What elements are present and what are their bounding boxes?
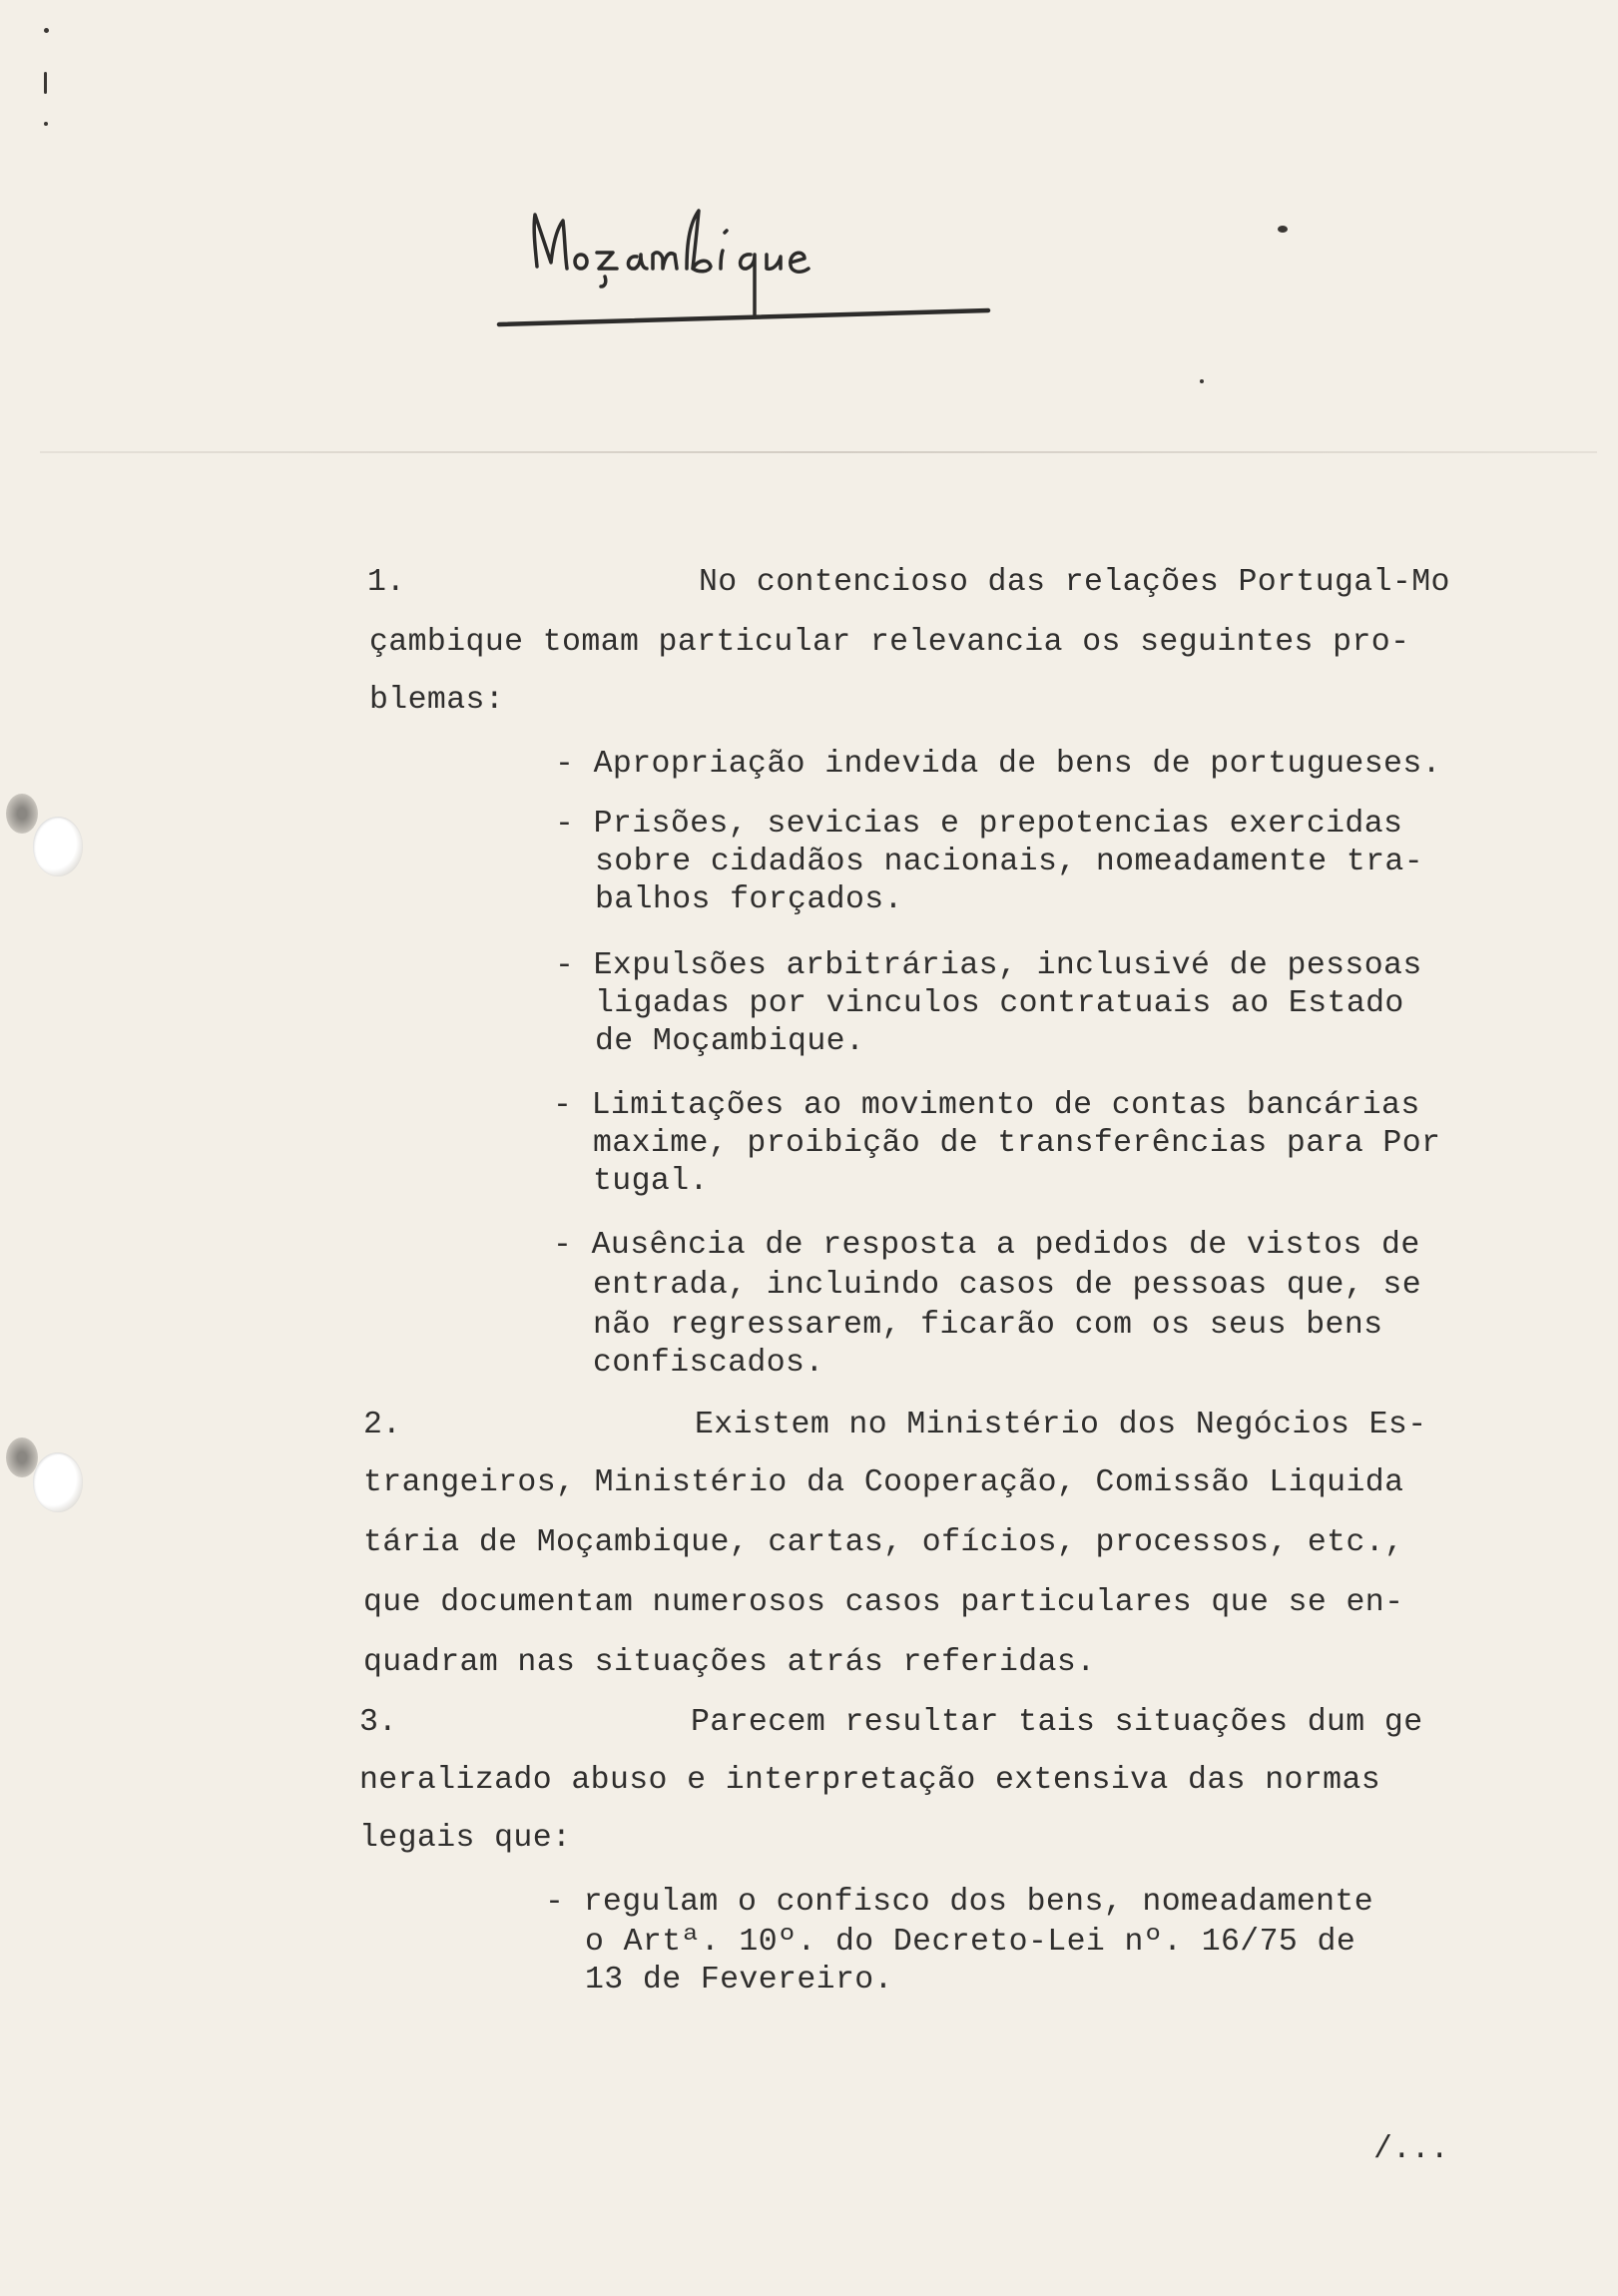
bullet-4-line-3: tugal.: [593, 1164, 709, 1199]
section-1-line-2: çambique tomam particular relevancia os seguintes pro-: [369, 625, 1410, 660]
section-1-line-1: No contencioso das relações Portugal-Mo: [699, 565, 1450, 600]
section-3-number: 3.: [359, 1705, 397, 1740]
paper-speck: [1200, 379, 1204, 383]
continuation-mark: /...: [1373, 2132, 1449, 2167]
bullet-4-line-1: - Limitações ao movimento de contas bancárias: [553, 1088, 1420, 1123]
punch-hole-shadow: [6, 794, 38, 834]
paper-speck: [44, 28, 49, 33]
section-2-line-1: Existem no Ministério dos Negócios Es-: [695, 1408, 1427, 1442]
bullet-2-line-2: sobre cidadãos nacionais, nomeadamente tra-: [595, 845, 1424, 879]
bullet-3-line-2: ligadas por vinculos contratuais ao Estado: [595, 986, 1404, 1021]
paper-speck: [44, 122, 48, 126]
section-3-bullet-line-3: 13 de Fevereiro.: [585, 1963, 893, 1998]
punch-hole-shadow: [6, 1437, 38, 1477]
paper-speck: [44, 72, 47, 94]
bullet-2-line-3: balhos forçados.: [595, 882, 903, 917]
section-3-bullet-line-2: o Artª. 10º. do Decreto-Lei nº. 16/75 de: [585, 1925, 1356, 1960]
section-2-line-2: trangeiros, Ministério da Cooperação, Comissão Liquida: [363, 1465, 1404, 1500]
bullet-1-line-1: - Apropriação indevida de bens de portugueses.: [555, 747, 1441, 782]
section-3-bullet-line-1: - regulam o confisco dos bens, nomeadamente: [545, 1885, 1374, 1920]
section-3-line-1: Parecem resultar tais situações dum ge: [691, 1705, 1423, 1740]
handwritten-heading: [489, 185, 998, 344]
punch-hole: [33, 817, 83, 876]
bullet-2-line-1: - Prisões, sevicias e prepotencias exercidas: [555, 807, 1403, 842]
bullet-5-line-4: confiscados.: [593, 1346, 824, 1381]
section-2-line-4: que documentam numerosos casos particulares que se en-: [363, 1585, 1404, 1620]
section-1-line-3: blemas:: [369, 683, 505, 718]
bullet-5-line-1: - Ausência de resposta a pedidos de vistos de: [553, 1228, 1420, 1263]
punch-hole: [33, 1452, 83, 1512]
bullet-3-line-1: - Expulsões arbitrárias, inclusivé de pessoas: [555, 948, 1422, 983]
section-3-line-3: legais que:: [359, 1821, 572, 1856]
section-2-line-3: tária de Moçambique, cartas, ofícios, processos, etc.,: [363, 1525, 1404, 1560]
section-1-number: 1.: [367, 565, 405, 600]
bullet-5-line-3: não regressarem, ficarão com os seus bens: [593, 1308, 1383, 1343]
bullet-5-line-2: entrada, incluindo casos de pessoas que, se: [593, 1268, 1422, 1303]
fold-line: [40, 451, 1597, 453]
paper-speck: [1278, 226, 1288, 233]
section-2-number: 2.: [363, 1408, 401, 1442]
section-3-line-2: neralizado abuso e interpretação extensiva das normas: [359, 1763, 1381, 1798]
bullet-4-line-2: maxime, proibição de transferências para Por: [593, 1126, 1441, 1161]
bullet-3-line-3: de Moçambique.: [595, 1024, 865, 1059]
section-2-line-5: quadram nas situações atrás referidas.: [363, 1645, 1096, 1680]
